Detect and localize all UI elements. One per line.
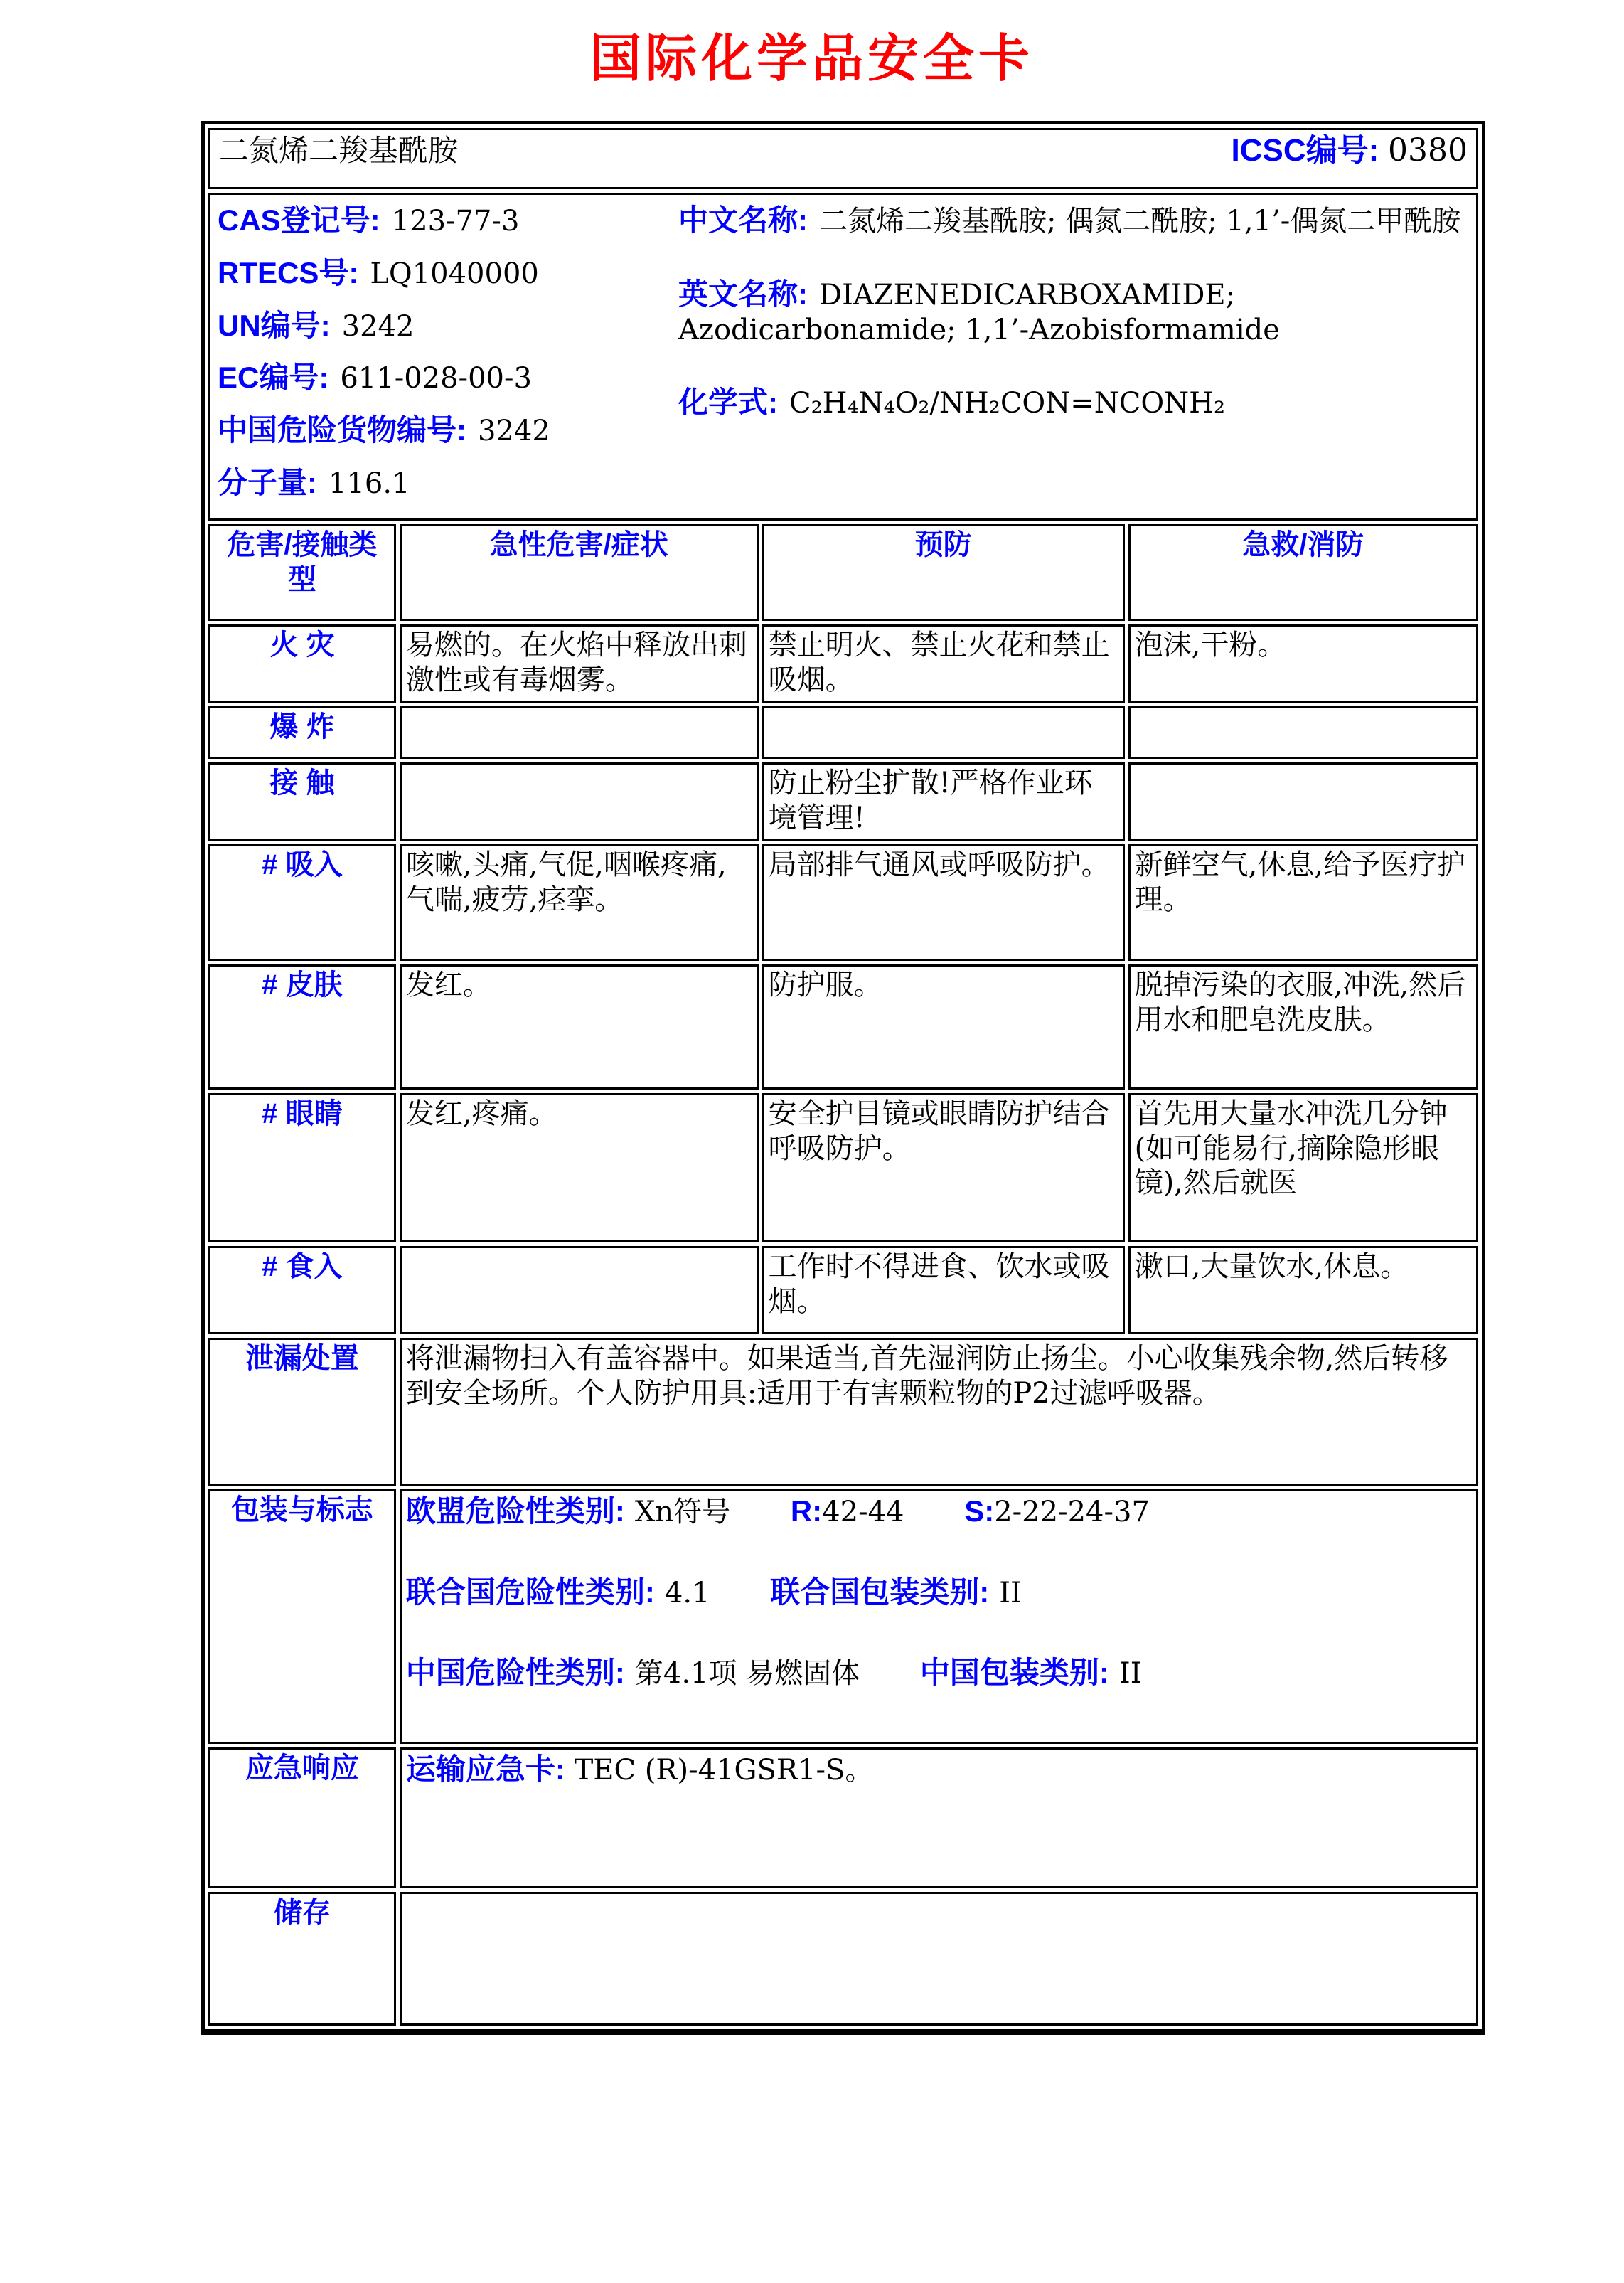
hazard-row-exposure — [208, 762, 1478, 841]
icsc-number-group — [1232, 132, 1468, 170]
section-label-spillage: 泄漏处置 — [208, 1338, 396, 1486]
exposure-symptoms-cell — [400, 762, 759, 841]
fire-first-aid-cell: 泡沫,干粉。 — [1128, 624, 1478, 703]
cas-number-line — [218, 202, 678, 239]
eu-classification-line — [406, 1493, 1472, 1530]
transport-emergency-card-label: 运输应急卡: — [405, 1752, 565, 1786]
r-phrases-label: R: — [790, 1494, 823, 1528]
section-row-storage — [208, 1892, 1478, 2026]
cas-value: 123-77-3 — [391, 205, 520, 238]
hazard-row-explosion — [208, 706, 1478, 759]
china-packing-group-value: II — [1118, 1657, 1142, 1691]
un-hazard-class-label: 联合国危险性类别: — [405, 1575, 655, 1609]
inhalation-prevention-cell: 局部排气通风或呼吸防护。 — [762, 844, 1125, 961]
inhalation-first-aid-cell: 新鲜空气,休息,给予医疗护理。 — [1128, 844, 1478, 961]
rtecs-number-line — [218, 255, 678, 292]
hazard-type-explosion: 爆 炸 — [208, 706, 396, 759]
skin-prevention-cell: 防护服。 — [762, 964, 1125, 1090]
section-row-packaging — [208, 1489, 1478, 1744]
un-value: 3242 — [341, 309, 415, 343]
un-hazard-class-value: 4.1 — [664, 1576, 710, 1609]
packaging-content-cell — [400, 1489, 1478, 1744]
chinese-name-value: 二氮烯二羧基酰胺; 偶氮二酰胺; 1,1’-偶氮二甲酰胺 — [819, 205, 1461, 238]
section-row-emergency — [208, 1747, 1478, 1888]
english-name-paragraph — [678, 276, 1469, 348]
un-number-line — [218, 307, 678, 344]
hazard-type-fire: 火 灾 — [208, 624, 396, 703]
name-row — [208, 128, 1478, 189]
chinese-name-label: 中文名称: — [678, 203, 808, 237]
identification-left-column — [218, 202, 678, 517]
chemical-formula-paragraph — [678, 384, 1469, 421]
rtecs-label: RTECS号: — [218, 255, 359, 289]
s-phrases-label: S: — [964, 1494, 995, 1528]
column-header-first-aid: 急救/消防 — [1128, 524, 1478, 621]
chemical-name: 二氮烯二羧基酰胺 — [219, 133, 459, 169]
china-hazard-class-label: 中国危险性类别: — [405, 1656, 625, 1690]
eyes-first-aid-cell: 首先用大量水冲洗几分钟(如可能易行,摘除隐形眼镜),然后就医 — [1128, 1093, 1478, 1242]
safety-card — [201, 121, 1485, 2035]
spillage-text-cell: 将泄漏物扫入有盖容器中。如果适当,首先湿润防止扬尘。小心收集残余物,然后转移到安全场所。个人防护用具:适用于有害颗粒物的P2过滤呼吸器。 — [400, 1338, 1478, 1486]
hazard-type-inhalation: # 吸入 — [208, 844, 396, 961]
inhalation-symptoms-cell: 咳嗽,头痛,气促,咽喉疼痛,气喘,疲劳,痉挛。 — [400, 844, 759, 961]
molecular-weight-label: 分子量: — [218, 465, 317, 499]
exposure-prevention-cell: 防止粉尘扩散!严格作业环境管理! — [762, 762, 1125, 841]
rtecs-value: LQ1040000 — [370, 257, 539, 290]
fire-prevention-cell: 禁止明火、禁止火花和禁止吸烟。 — [762, 624, 1125, 703]
english-name-value: DIAZENEDICARBOXAMIDE; Azodicarbonamide; 1,1’-Azobisformamide — [678, 278, 1280, 346]
fire-symptoms-cell: 易燃的。在火焰中释放出刺激性或有毒烟雾。 — [400, 624, 759, 703]
storage-content-cell — [400, 1892, 1478, 2026]
china-classification-line — [406, 1654, 1472, 1691]
chemical-formula-label: 化学式: — [678, 385, 778, 420]
un-packing-group-value: II — [999, 1576, 1022, 1609]
section-label-packaging: 包装与标志 — [208, 1489, 396, 1744]
transport-emergency-card-value: TEC (R)-41GSR1-S。 — [574, 1753, 874, 1787]
eu-hazard-class-label: 欧盟危险性类别: — [405, 1494, 625, 1528]
ec-number-line — [218, 359, 678, 396]
hazard-row-ingestion — [208, 1246, 1478, 1334]
safety-card-table — [205, 124, 1482, 2029]
hazard-type-skin: # 皮肤 — [208, 964, 396, 1090]
section-row-spillage — [208, 1338, 1478, 1486]
chinese-name-paragraph — [678, 202, 1469, 239]
hazard-type-eyes: # 眼睛 — [208, 1093, 396, 1242]
ingestion-symptoms-cell — [400, 1246, 759, 1334]
column-header-symptoms: 急性危害/症状 — [400, 524, 759, 621]
column-header-prevention: 预防 — [762, 524, 1125, 621]
identification-row — [208, 193, 1478, 521]
un-packing-group-label: 联合国包装类别: — [770, 1575, 990, 1609]
skin-symptoms-cell: 发红。 — [400, 964, 759, 1090]
section-label-emergency: 应急响应 — [208, 1747, 396, 1888]
page-title: 国际化学品安全卡 — [589, 28, 1034, 88]
ec-value: 611-028-00-3 — [340, 362, 532, 395]
icsc-value: 0380 — [1388, 132, 1468, 169]
cas-label: CAS登记号: — [218, 203, 380, 237]
explosion-first-aid-cell — [1128, 706, 1478, 759]
explosion-symptoms-cell — [400, 706, 759, 759]
column-header-hazard-type: 危害/接触类型 — [208, 524, 396, 621]
identification-right-column — [678, 202, 1469, 517]
un-classification-line — [406, 1574, 1472, 1611]
hazard-row-skin — [208, 964, 1478, 1090]
ec-label: EC编号: — [218, 361, 329, 395]
china-dg-value: 3242 — [478, 415, 550, 448]
china-dg-number-line — [218, 412, 678, 449]
ingestion-first-aid-cell: 漱口,大量饮水,休息。 — [1128, 1246, 1478, 1334]
hazard-row-eyes — [208, 1093, 1478, 1242]
china-packing-group-label: 中国包装类别: — [919, 1656, 1109, 1690]
hazard-row-inhalation — [208, 844, 1478, 961]
hazard-type-ingestion: # 食入 — [208, 1246, 396, 1334]
ingestion-prevention-cell: 工作时不得进食、饮水或吸烟。 — [762, 1246, 1125, 1334]
molecular-weight-line — [218, 464, 678, 501]
eyes-symptoms-cell: 发红,疼痛。 — [400, 1093, 759, 1242]
section-label-storage: 储存 — [208, 1892, 396, 2026]
hazard-row-fire — [208, 624, 1478, 703]
eyes-prevention-cell: 安全护目镜或眼睛防护结合呼吸防护。 — [762, 1093, 1125, 1242]
eu-hazard-class-value: Xn符号 — [634, 1495, 731, 1528]
hazard-type-exposure: 接 触 — [208, 762, 396, 841]
china-hazard-class-value: 第4.1项 易燃固体 — [634, 1657, 860, 1691]
skin-first-aid-cell: 脱掉污染的衣服,冲洗,然后用水和肥皂洗皮肤。 — [1128, 964, 1478, 1090]
icsc-label: ICSC编号: — [1231, 133, 1379, 168]
emergency-content-cell — [400, 1747, 1478, 1888]
s-phrases-value: 2-22-24-37 — [994, 1495, 1150, 1528]
chemical-formula-value: C₂H₄N₄O₂/NH₂CON=NCONH₂ — [789, 387, 1226, 420]
molecular-weight-value: 116.1 — [328, 467, 410, 500]
china-dg-label: 中国危险货物编号: — [218, 413, 466, 447]
r-phrases-value: 42-44 — [822, 1495, 904, 1528]
english-name-label: 英文名称: — [678, 277, 808, 311]
hazard-header-row — [208, 524, 1478, 621]
un-label: UN编号: — [218, 308, 331, 342]
explosion-prevention-cell — [762, 706, 1125, 759]
exposure-first-aid-cell — [1128, 762, 1478, 841]
